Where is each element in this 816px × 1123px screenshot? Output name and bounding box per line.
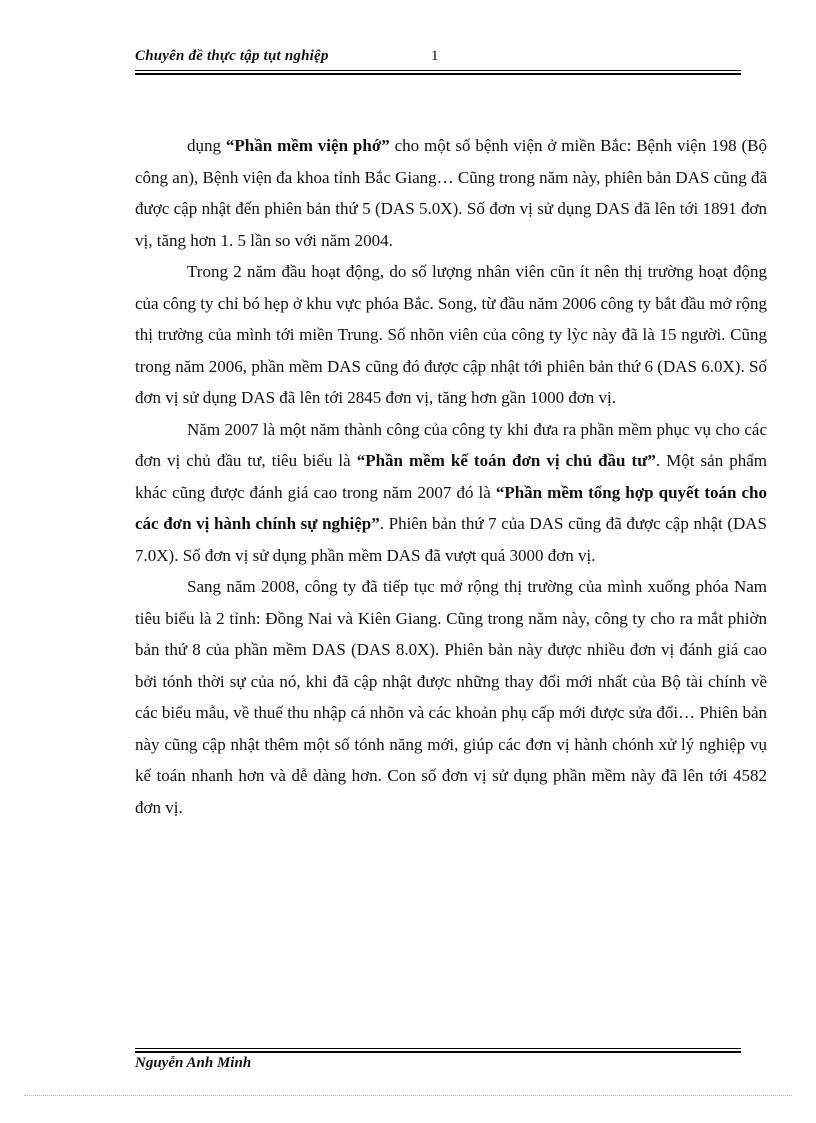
paragraph-1: [135, 130, 767, 256]
bold-phrase: “Phần mềm kế toán đơn vị chủ đầu tư”: [356, 451, 656, 470]
footer-author: Nguyễn Anh Minh: [135, 1055, 252, 1071]
page-bottom-border: [24, 1095, 792, 1096]
document-body: [135, 130, 767, 823]
header-rule-thin: [135, 70, 741, 71]
text-run: cho một số bệnh viện ở miền Bắc: Bệnh viện 198 (Bộ công an), Bệnh viện đa khoa tỉnh Bắc Giang… Cũng trong năm này, phiên bản DAS cũng đã được cập nhật đến phiên bản thứ 5 (DAS 5.0X). Số đơn vị sử dụng DAS đã lên tới 1891 đơn vị, tăng hơn 1. 5 lần so với năm 2004.: [135, 136, 768, 250]
header-title: Chuyên đề thực tập tụt nghiệp: [135, 48, 329, 64]
bold-phrase: “Phần mềm tổng hợp quyết toán cho các đơn vị hành chính sự nghiệp”: [135, 482, 767, 533]
footer-rule-thick: [135, 1051, 741, 1053]
footer-rule-thin: [135, 1048, 741, 1049]
text-run: Sang năm 2008, công ty đã tiếp tục mở rộng thị trường của mình xuống phóa Nam tiêu biểu là 2 tỉnh: Đồng Nai và Kiên Giang. Cũng trong năm này, công ty cho ra mắt phiờn bản thứ 8 của phần mềm DAS (DAS 8.0X). Phiên bản này được nhiều đơn vị đánh giá cao bởi tónh thời sự của nó, khi đã cập nhật được những thay đổi mới nhất của Bộ tài chính về các biểu mẫu, về thuế thu nhập cá nhõn và các khoản phụ cấp mới được sửa đổi… Phiên bản này cũng cập nhật thêm một số tónh năng mới, giúp các đơn vị hành chónh xử lý nghiệp vụ kế toán nhanh hơn và dễ dàng hơn. Con số đơn vị sử dụng phần mềm này đã lên tới 4582 đơn vị.: [135, 577, 767, 817]
paragraph-4: [135, 571, 767, 823]
text-run: . Một sản phẩm khác cũng được đánh giá cao trong năm 2007 đó là: [135, 451, 767, 502]
header-rule-thick: [135, 73, 741, 75]
paragraph-3: [135, 414, 767, 572]
bold-phrase: “Phần mềm viện phớ”: [225, 136, 390, 155]
text-run: . Phiên bản thứ 7 của DAS cũng đã được cập nhật (DAS 7.0X). Số đơn vị sử dụng phần mềm DAS đã vượt quá 3000 đơn vị.: [135, 514, 767, 565]
text-run: Trong 2 năm đầu hoạt động, do số lượng nhân viên cũn ít nên thị trường hoạt động của công ty chỉ bó hẹp ở khu vực phóa Bắc. Song, từ đầu năm 2006 công ty bắt đầu mở rộng thị trường của mình tới miền Trung. Số nhõn viên của công ty lỳc này đã là 15 người. Cũng trong năm 2006, phần mềm DAS cũng đó được cập nhật tới phiên bản thứ 6 (DAS 6.0X). Số đơn vị sử dụng DAS đã lên tới 2845 đơn vị, tăng hơn gần 1000 đơn vị.: [135, 262, 767, 407]
text-run: Năm 2007 là một năm thành công của công ty khi đưa ra phần mềm phục vụ cho các đơn vị chủ đầu tư, tiêu biểu là: [135, 419, 767, 470]
page-number: 1: [431, 48, 439, 64]
text-run: dụng: [187, 136, 226, 155]
paragraph-2: [135, 256, 767, 414]
